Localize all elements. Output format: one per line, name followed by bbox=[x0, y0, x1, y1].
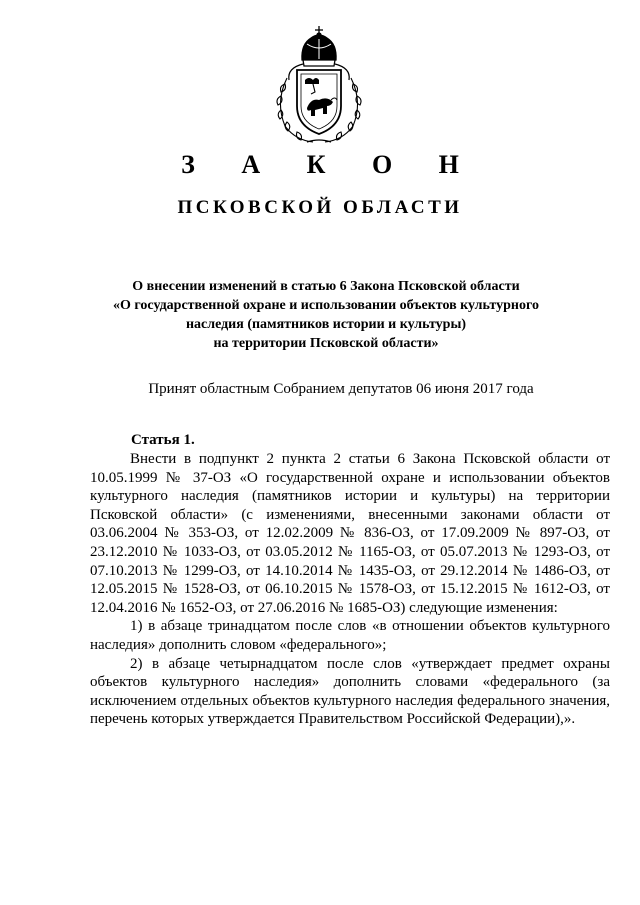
article-paragraph: Внести в подпункт 2 пункта 2 статьи 6 Закона Псковской области от 10.05.1999 № 37-ОЗ «О государственной охране и использовании объектов культурного наследия (памятников истории и культуры) на территории Псковской области» (с изменениями, внесенными законами области от 03.06.2004 № 353-ОЗ, от 12.02.2009 № 836-ОЗ, от 17.09.2009 № 897-ОЗ, от 23.12.2010 № 1033-ОЗ, от 03.05.2012 № 1165-ОЗ, от 05.07.2013 № 1293-ОЗ, от 07.10.2013 № 1299-ОЗ, от 14.10.2014 № 1435-ОЗ, от 29.12.2014 № 1486-ОЗ, от 12.05.2015 № 1528-ОЗ, от 06.10.2015 № 1578-ОЗ, от 15.12.2015 № 1612-ОЗ, от 12.04.2016 № 1652-ОЗ, от 27.06.2016 № 1685-ОЗ) следующие изменения: bbox=[90, 451, 610, 616]
law-title-line: на территории Псковской области» bbox=[213, 336, 439, 351]
article-body bbox=[90, 450, 610, 729]
law-title-line: О внесении изменений в статью 6 Закона Псковской области bbox=[132, 279, 520, 294]
pskov-coat-of-arms-icon bbox=[267, 22, 371, 148]
law-title bbox=[100, 277, 552, 353]
region-title: ПСКОВСКОЙ ОБЛАСТИ bbox=[177, 197, 463, 218]
law-title-line: наследия (памятников истории и культуры) bbox=[185, 317, 467, 332]
adoption-note: Принят областным Собранием депутатов 06 июня 2017 года bbox=[148, 381, 534, 397]
article-paragraph: 1) в абзаце тринадцатом после слов «в отношении объектов культурного наследия» дополнить словом «федерального»; bbox=[90, 618, 610, 653]
law-title-line: «О государственной охране и использовании объектов культурного bbox=[113, 298, 539, 313]
article-paragraph: 2) в абзаце четырнадцатом после слов «утверждает предмет охраны объектов культурного наследия» дополнить словами «федерального (за исключением отдельных объектов культурного наследия федерального значения, перечень которых утверждается Правительством Российской Федерации),». bbox=[90, 655, 610, 728]
article-heading: Статья 1. bbox=[131, 432, 195, 448]
document-type-title: З А К О Н bbox=[181, 150, 479, 179]
